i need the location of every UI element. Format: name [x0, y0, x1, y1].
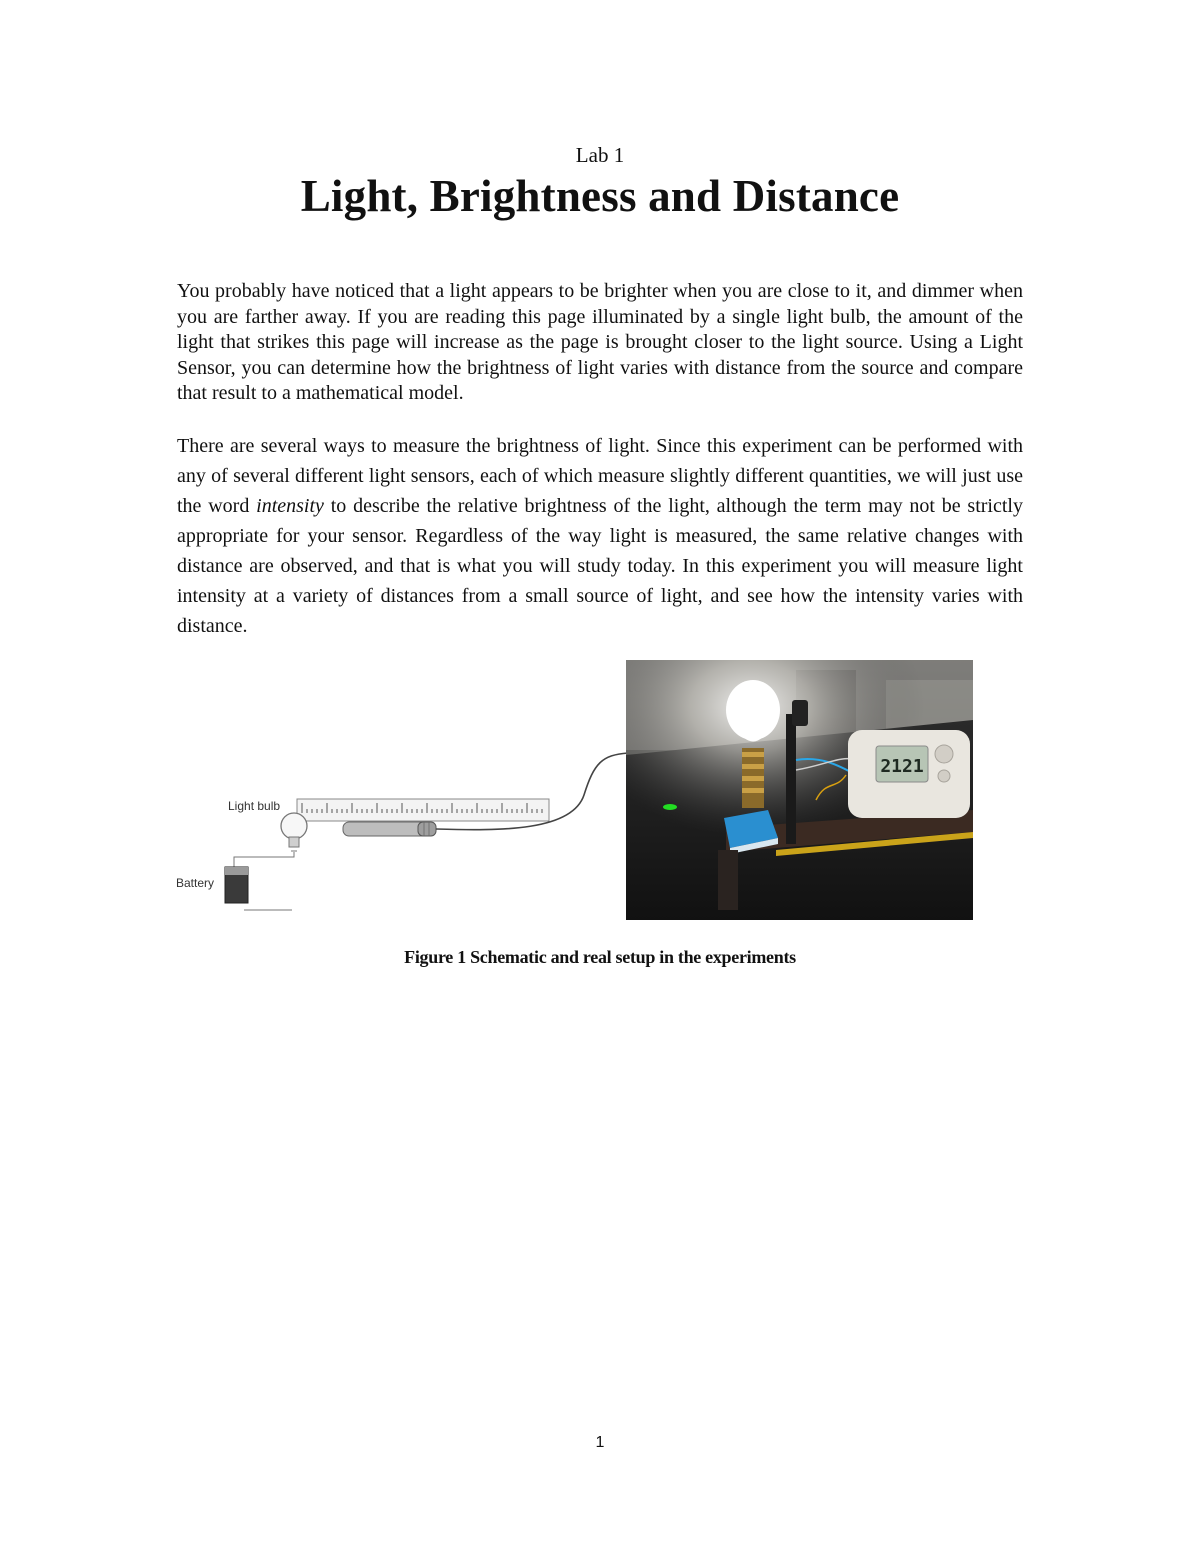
- battery-drawing: [225, 867, 248, 903]
- meter-reading: 2121: [880, 756, 924, 777]
- ruler: [297, 799, 549, 821]
- bulb-label: Light bulb: [228, 799, 281, 813]
- intensity-term: intensity: [256, 495, 324, 517]
- method-text-start: There are several ways to measure the brightness of light. Since this experiment can be performed with any of several different light sensors, each of which measure slightly different quantities, we will just use the word: [177, 435, 1023, 517]
- page-title: Light, Brightness and Distance: [300, 171, 900, 221]
- method-text-end: to describe the relative brightness of the light, although the term may not be strictly appropriate for your sensor. Regardless of the way light is measured, the same relative changes with distance are observed, and that is what you will study today. In this experiment you will measure light intensity at a variety of distances from a small source of light, and see how the intensity varies with distance.: [177, 495, 1023, 637]
- setup-photo: [626, 660, 973, 920]
- lab-number: Lab 1: [575, 143, 625, 167]
- intro-paragraph: You probably have noticed that a light appears to be brighter when you are close to it, and dimmer when you are farther away. If you are reading this page illuminated by a single light bulb, the amount of the light that strikes this page will increase as the page is brought closer to the light source. Using a Light Sensor, you can determine how the brightness of light varies with distance from the source and compare that result to a mathematical model.: [177, 280, 1023, 405]
- light-bulb-drawing: [281, 813, 307, 851]
- battery-label: Battery: [176, 876, 215, 890]
- method-paragraph: [177, 431, 1023, 641]
- setup-schematic: [172, 715, 632, 925]
- page-number: 1: [595, 1434, 605, 1451]
- light-sensor-drawing: [343, 822, 436, 836]
- figure-caption: Figure 1 Schematic and real setup in the experiments: [404, 947, 796, 967]
